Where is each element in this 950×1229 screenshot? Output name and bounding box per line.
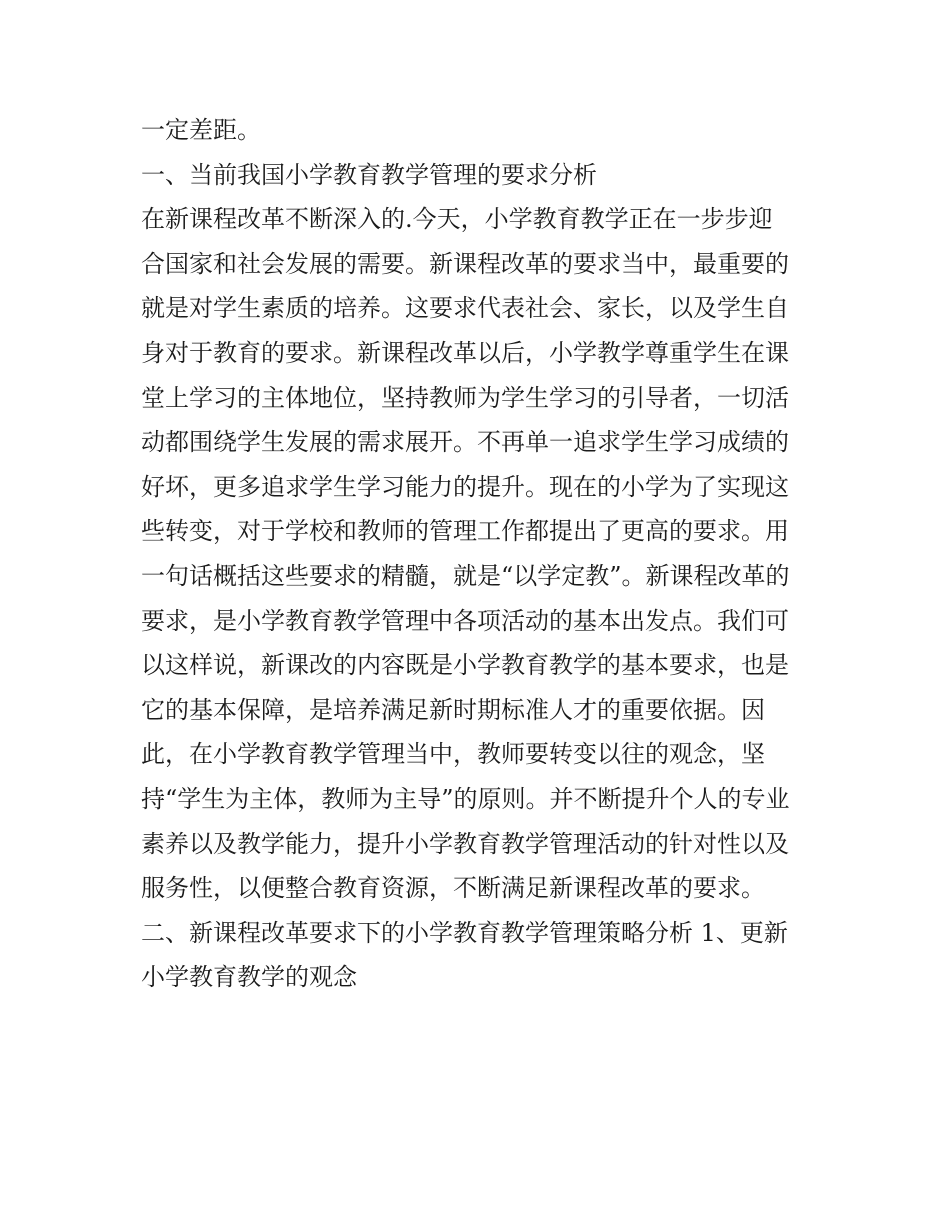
text-line: 一句话概括这些要求的精髓，就是“以学定教”。新课程改革的 — [141, 561, 790, 590]
text-line: 好坏，更多追求学生学习能力的提升。现在的小学为了实现这 — [141, 472, 789, 501]
text-line: 在新课程改革不断深入的.今天，小学教育教学正在一步步迎 — [141, 205, 773, 234]
text-line: 以这样说，新课改的内容既是小学教育教学的基本要求，也是 — [141, 651, 789, 680]
text-line: 些转变，对于学校和教师的管理工作都提出了更高的要求。用 — [141, 517, 789, 546]
text-line: 合国家和社会发展的需要。新课程改革的要求当中，最重要的 — [141, 249, 789, 278]
section-heading-1: 一、当前我国小学教育教学管理的要求分析 — [141, 160, 597, 189]
body-text — [141, 108, 821, 1000]
text-line: 它的基本保障，是培养满足新时期标准人才的重要依据。因 — [141, 695, 765, 724]
text-line: 小学教育教学的观念 — [141, 963, 357, 992]
text-line: 动都围绕学生发展的需求展开。不再单一追求学生学习成绩的 — [141, 428, 789, 457]
text-line: 此，在小学教育教学管理当中，教师要转变以往的观念，坚 — [141, 740, 765, 769]
text-line: 素养以及教学能力，提升小学教育教学管理活动的针对性以及 — [141, 829, 789, 858]
text-line: 身对于教育的要求。新课程改革以后，小学教学尊重学生在课 — [141, 338, 789, 367]
section-heading-2: 二、新课程改革要求下的小学教育教学管理策略分析 1、更新 — [141, 918, 788, 947]
text-line: 就是对学生素质的培养。这要求代表社会、家长，以及学生自 — [141, 294, 789, 323]
text-line: 服务性，以便整合教育资源，不断满足新课程改革的要求。 — [141, 874, 765, 903]
text-line: 持“学生为主体，教师为主导”的原则。并不断提升个人的专业 — [141, 784, 790, 813]
text-line: 堂上学习的主体地位，坚持教师为学生学习的引导者，一切活 — [141, 383, 789, 412]
text-line: 一定差距。 — [141, 116, 261, 144]
text-line: 要求，是小学教育教学管理中各项活动的基本出发点。我们可 — [141, 606, 789, 635]
